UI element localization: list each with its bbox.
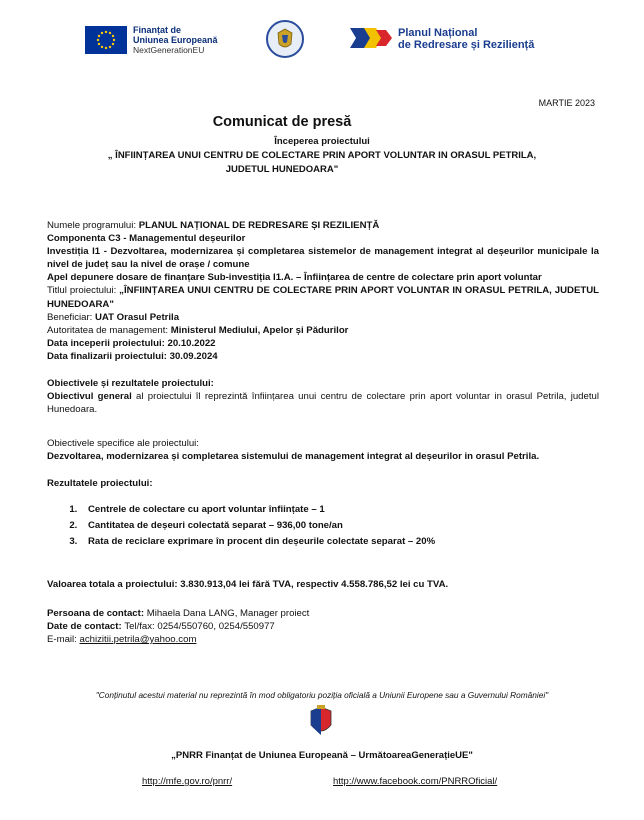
call-line: Apel depunere dosare de finanțare Sub-investiția I1.A. – Înființarea de centre de colectare prin aport voluntar — [47, 272, 542, 284]
project-value: Valoarea totala a proiectului: 3.830.913,04 lei fără TVA, respectiv 4.558.786,52 lei cu TVA. — [47, 579, 449, 590]
project-info — [47, 219, 599, 363]
specific-heading: Obiectivele specifice ale proiectului: — [47, 438, 199, 449]
objectives-heading: Obiectivele și rezultatele proiectului: — [47, 378, 214, 389]
subtitle-start: Începerea proiectului — [274, 136, 370, 147]
general-objective: Obiectivul general al proiectului îl reprezintă înființarea unui centru de colectare prin aport voluntar in orasul Petrila, judetul Hunedoara. — [47, 391, 599, 416]
end-date-line: Data finalizarii proiectului: 30.09.2024 — [47, 350, 218, 362]
contact-email: E-mail: achizitii.petrila@yahoo.com — [47, 634, 197, 646]
list-item: 1. Centrele de colectare cu aport voluntar înființate – 1 — [80, 503, 590, 516]
mfe-link[interactable]: http://mfe.gov.ro/pnrr/ — [142, 776, 233, 787]
subtitle-project: „ ÎNFIINȚAREA UNUI CENTRU DE COLECTARE PRIN APORT VOLUNTAR IN ORASUL PETRILA, — [107, 150, 537, 161]
contact-person: Persoana de contact: Mihaela Dana LANG, Manager proiect — [47, 608, 310, 619]
specific-objectives-section — [47, 437, 599, 463]
list-item: 3. Rata de reciclare exprimare în procent din deșeurile colectate separat – 20% — [80, 535, 590, 548]
specific-text: Dezvoltarea, modernizarea și completarea sistemului de management integrat al deșeurilor in orasul Petrila. — [47, 451, 540, 463]
list-item: 2. Cantitatea de deșeuri colectată separat – 936,00 tone/an — [80, 519, 590, 532]
results-list — [60, 503, 590, 551]
start-date-line: Data inceperii proiectului: 20.10.2022 — [47, 337, 216, 349]
page-title: Comunicat de presă — [212, 114, 352, 130]
component-line: Componenta C3 - Managementul deșeurilor — [47, 233, 246, 245]
footer-title: „PNRR Finanțat de Uniunea Europeană – UrmătoareaGenerațieUE" — [171, 750, 473, 761]
investment-line: Investiția I1 - Dezvoltarea, modernizarea și completarea sistemelor de management integrat al deșeurilor municipale la nivel de județ sau la nivel de orașe / comune — [47, 246, 599, 271]
disclaimer: "Conținutul acestui material nu reprezintă în mod obligatoriu poziția oficială a Uniunii Europene sau a Guvernului României" — [95, 690, 549, 700]
program-line: Numele programului: PLANUL NAȚIONAL DE REDRESARE ȘI REZILIENȚĂ — [47, 220, 380, 231]
objectives-section — [47, 377, 599, 416]
eu-flag-icon — [85, 26, 127, 54]
results-section — [47, 477, 599, 490]
pnrr-label: Planul Național de Redresare și Reziliență — [398, 27, 535, 51]
facebook-link[interactable]: http://www.facebook.com/PNRROficial/ — [333, 776, 498, 787]
pnrr-logo-icon — [350, 26, 394, 50]
eu-funding-label: Finanțat de Uniunea Europeană NextGenerationEU — [133, 25, 218, 55]
contact-phone: Date de contact: Tel/fax: 0254/550760, 0254/550977 — [47, 621, 275, 633]
beneficiary-line: Beneficiar: UAT Orasul Petrila — [47, 311, 180, 323]
government-crest-icon — [266, 20, 304, 58]
subtitle-county: JUDETUL HUNEDOARA" — [225, 164, 339, 175]
email-link[interactable]: achizitii.petrila@yahoo.com — [79, 634, 197, 646]
authority-line: Autoritatea de management: Ministerul Mediului, Apelor și Pădurilor — [47, 324, 349, 336]
release-date: MARTIE 2023 — [538, 98, 595, 108]
city-crest-icon — [306, 705, 336, 739]
contact-section — [47, 607, 599, 646]
results-heading: Rezultatele proiectului: — [47, 478, 153, 489]
project-title-line: Titlul proiectului: „ÎNFIINȚAREA UNUI CENTRU DE COLECTARE PRIN APORT VOLUNTAR IN ORASUL PETRILA, JUDETUL HUNEDOARA" — [47, 285, 599, 310]
